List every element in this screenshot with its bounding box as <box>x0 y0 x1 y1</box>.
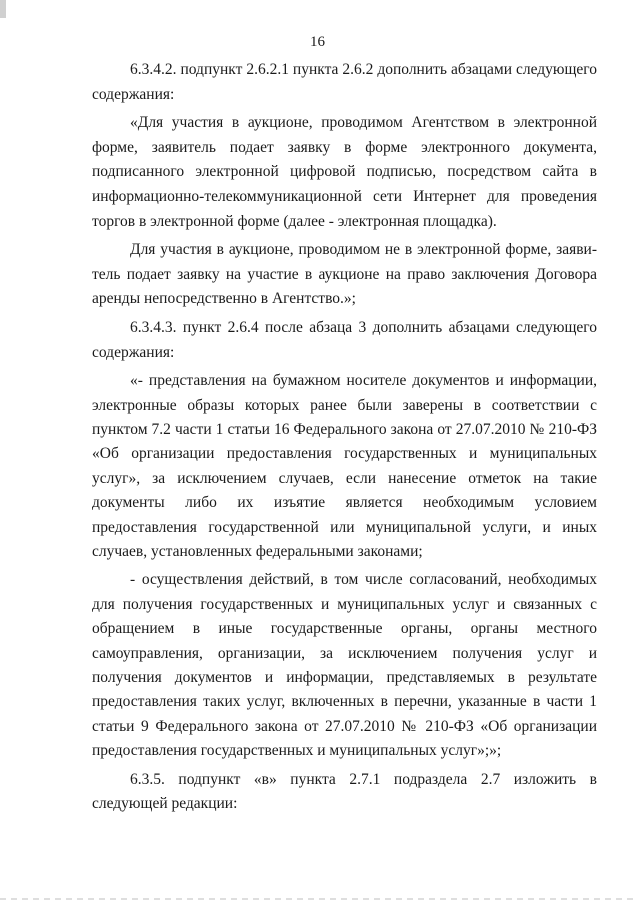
paragraph-6-3-4-2: 6.3.4.2. подпункт 2.6.2.1 пункта 2.6.2 дополнить абзацами следующего содержания: <box>92 61 597 103</box>
scan-bottom-edge <box>0 898 635 900</box>
paragraph-non-electronic-auction: Для участия в аукционе, проводимом не в электронной форме, заявитель подает заявку на участие в аукционе на право заключения Договора аренды непосредственно в Агентство.»; <box>92 241 597 308</box>
page-number: 16 <box>310 34 325 50</box>
scan-corner-mark <box>0 0 6 18</box>
paragraph-6-3-5: 6.3.5. подпункт «в» пункта 2.7.1 подраздела 2.7 изложить в следующей редакции: <box>92 770 597 813</box>
paragraph-6-3-4-3: 6.3.4.3. пункт 2.6.4 после абзаца 3 дополнить абзацами следующего содержания: <box>92 318 597 361</box>
paragraph-actions-approvals: - осуществления действий, в том числе согласований, необходимых для получения государственных и муниципальных услуг и связанных с обращением в иные государственные органы, органы местного самоуправления, организации, за исключением получения услуг и получения документов и информации, представляемых в результате предоставления таких услуг, включенных в перечни, указанные в части 1 статьи 9 Федерального закона от 27.07.2010 № 210-ФЗ «Об организации предоставления государственных и муниципальных услуг»;»; <box>92 571 597 760</box>
document-body <box>92 58 597 821</box>
paragraph-electronic-auction: «Для участия в аукционе, проводимом Агентством в электронной форме, заявитель подает заявку в форме электронного документа, подписанного электронной цифровой подписью, посредством сайта в информационно-телекоммуникационной сети Интернет для проведения торгов в электронной форме (далее - электронная площадка). <box>92 114 597 230</box>
paragraph-paper-documents: «- представления на бумажном носителе документов и информации, электронные образы которых ранее были заверены в соответствии с пунктом 7.2 части 1 статьи 16 Федерального закона от 27.07.2010 № 210-ФЗ «Об организации предоставления государственных и муниципальных услуг», за исключением случаев, если нанесение отметок на такие документы либо их изъятие является необходимым условием предоставления государственной или муниципальной услуги, и иных случаев, установленных федеральными законами; <box>92 372 597 560</box>
